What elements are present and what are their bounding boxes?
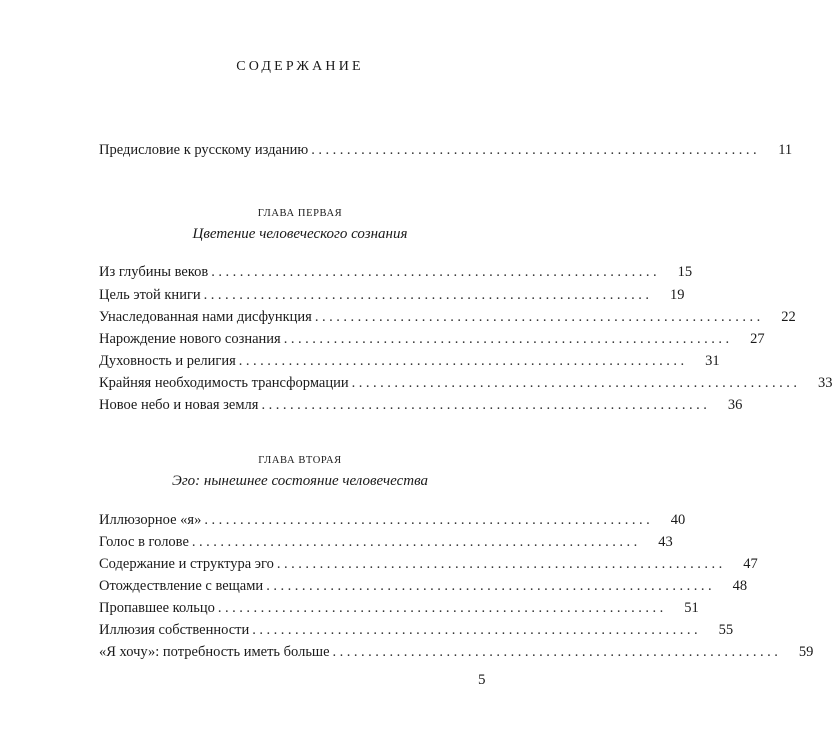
leader-dots: ............................................................... — [261, 397, 711, 413]
toc-entry[interactable] — [99, 600, 699, 618]
toc-entry-title: Голос в голове — [99, 534, 189, 550]
toc-entry-title: Предисловие к русскому изданию — [99, 142, 309, 158]
leader-dots: ............................................................... — [217, 600, 667, 616]
toc-entry-title: «Я хочу»: потребность иметь больше — [99, 644, 330, 660]
leader-dots: ............................................................... — [266, 578, 716, 594]
toc-entry[interactable] — [99, 287, 685, 305]
toc-entry[interactable] — [99, 556, 758, 574]
leader-dots: ............................................................... — [283, 331, 733, 347]
toc-entry-page: 43 — [658, 534, 673, 550]
chapter-2-label: ГЛАВА ВТОРАЯ — [258, 455, 342, 466]
leader-dots: ............................................................... — [314, 309, 764, 325]
chapter-2-title: Эго: нынешнее состояние человечества — [172, 473, 428, 489]
leader-dots: ............................................................... — [238, 353, 688, 369]
toc-entry-page: 40 — [670, 512, 686, 528]
leader-dots: ............................................................... — [191, 534, 641, 550]
toc-entry-page: 36 — [727, 397, 743, 413]
leader-dots: ............................................................... — [211, 264, 661, 280]
toc-entry-page: 33 — [818, 375, 833, 391]
toc-entry[interactable] — [99, 534, 673, 552]
toc-entry-page: 55 — [718, 622, 734, 638]
toc-entry[interactable] — [99, 622, 734, 640]
toc-entry-title: Отождествление с вещами — [99, 578, 264, 594]
chapter-1-label: ГЛАВА ПЕРВАЯ — [257, 208, 343, 219]
toc-entry-title: Иллюзорное «я» — [99, 512, 202, 528]
leader-dots: ............................................................... — [311, 142, 761, 158]
toc-entry[interactable] — [99, 309, 796, 327]
toc-entry-title: Из глубины веков — [99, 264, 209, 280]
toc-entry-title: Духовность и религия — [99, 353, 236, 369]
toc-entry-page: 19 — [670, 287, 685, 303]
toc-entry-title: Нарождение нового сознания — [99, 331, 281, 347]
toc-entry-title: Унаследованная нами дисфункция — [99, 309, 312, 325]
toc-entry-title: Иллюзия собственности — [99, 622, 250, 638]
toc-entry[interactable] — [99, 331, 765, 349]
toc-entry-page: 48 — [732, 578, 748, 594]
toc-entry[interactable] — [99, 578, 748, 596]
toc-entry[interactable] — [99, 512, 686, 530]
toc-entry-page: 22 — [781, 309, 796, 325]
leader-dots: ............................................................... — [252, 622, 702, 638]
toc-entry-page: 27 — [750, 331, 765, 347]
toc-entry-page: 11 — [778, 142, 793, 158]
toc-entry-preface[interactable] — [99, 142, 793, 160]
toc-entry[interactable] — [99, 397, 743, 415]
leader-dots: ............................................................... — [276, 556, 726, 572]
toc-heading: СОДЕРЖАНИЕ — [236, 59, 364, 74]
leader-dots: ............................................................... — [203, 287, 653, 303]
toc-entry-page: 59 — [798, 644, 814, 660]
toc-entry-page: 31 — [705, 353, 720, 369]
toc-entry-page: 51 — [684, 600, 699, 616]
toc-entry-title: Цель этой книги — [99, 287, 201, 303]
toc-entry-title: Новое небо и новая земля — [99, 397, 259, 413]
chapter-1-title: Цветение человеческого сознания — [192, 226, 408, 242]
leader-dots: ............................................................... — [332, 644, 782, 660]
toc-entry-page: 47 — [743, 556, 758, 572]
toc-entry[interactable] — [99, 644, 814, 662]
toc-entry-page: 15 — [677, 264, 693, 280]
leader-dots: ............................................................... — [351, 375, 801, 391]
toc-entry-title: Крайняя необходимость трансформации — [99, 375, 349, 391]
toc-entry[interactable] — [99, 264, 693, 282]
toc-entry-title: Пропавшее кольцо — [99, 600, 215, 616]
toc-entry[interactable] — [99, 353, 720, 371]
page-number: 5 — [478, 672, 486, 688]
toc-entry-title: Содержание и структура эго — [99, 556, 274, 572]
toc-entry[interactable] — [99, 375, 833, 393]
leader-dots: ............................................................... — [204, 512, 654, 528]
